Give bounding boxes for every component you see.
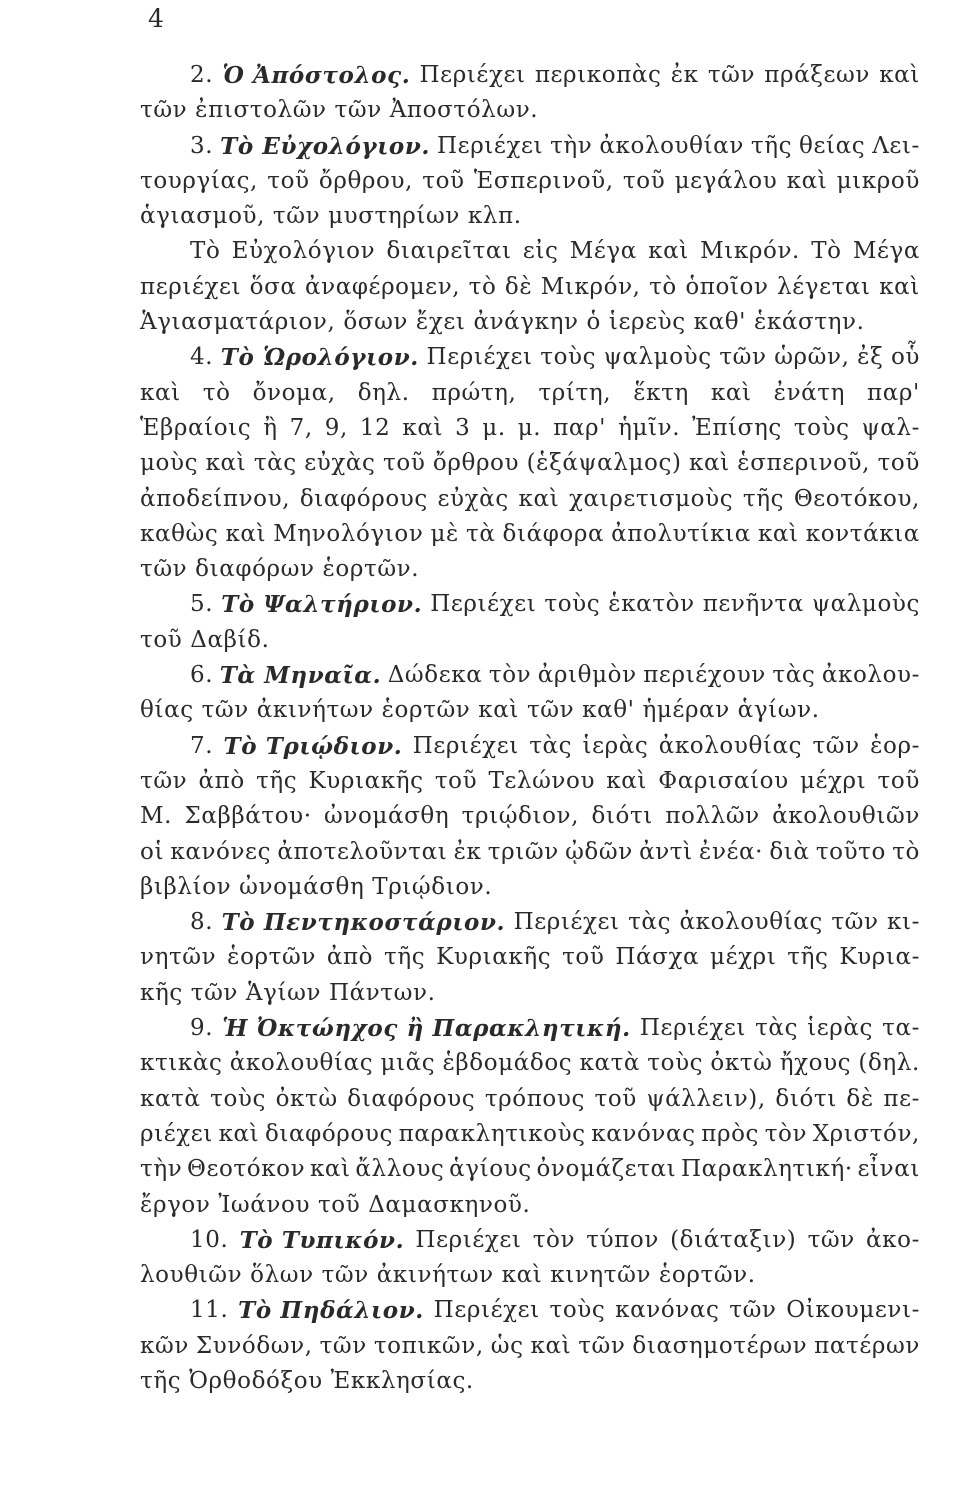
- text-word: τοὺς: [793, 414, 850, 441]
- text-word: ἀπὸ: [198, 767, 245, 794]
- text-line: [140, 940, 920, 975]
- text-line: [140, 164, 920, 199]
- text-word: κανόνας: [591, 1120, 696, 1147]
- text-word: Δώδεκα: [387, 662, 483, 689]
- text-word: τοὺς: [540, 344, 597, 371]
- text-word: κοντάκια: [805, 520, 920, 547]
- text-word: ἕκτη: [633, 379, 689, 406]
- text-word: τῆς: [787, 944, 829, 971]
- text-word: Ἑβραίοις: [140, 414, 252, 441]
- text-line: [140, 305, 920, 340]
- section-title: Τὸ Πεντηκοστάριον.: [221, 909, 506, 937]
- text-word: τρίτη,: [538, 379, 612, 406]
- text-word: νητῶν: [140, 944, 217, 971]
- text-word: μ.: [517, 414, 542, 441]
- text-word: ὀνομάζεται: [536, 1156, 677, 1183]
- text-word: (δηλ.: [858, 1050, 920, 1077]
- text-segment: τῶν ἐπιστολῶν τῶν Ἀποστόλων.: [140, 97, 539, 124]
- text-word: καὶ: [648, 238, 689, 265]
- text-word: πενῆντα: [702, 591, 804, 618]
- text-word: Σαββάτου·: [184, 803, 312, 830]
- text-word: καὶ: [786, 167, 828, 194]
- text-word: διασημοτέρων: [632, 1332, 808, 1359]
- text-segment: Ἁγιασματάριον, ὅσων ἔχει ἀνάγκην ὁ ἱερεὺς καθ' ἑκάστην.: [140, 309, 865, 336]
- text-word: ἐκ: [670, 62, 699, 88]
- text-word: ἀπολυτίκια: [611, 520, 751, 547]
- text-word: κι-: [887, 909, 920, 936]
- text-line: [140, 764, 920, 799]
- text-word: 10.: [190, 1226, 229, 1253]
- text-word: ψαλμοὺς: [811, 591, 920, 618]
- text-word: διότι: [775, 1085, 837, 1112]
- text-word: κῶν: [140, 1332, 189, 1359]
- text-line: [140, 623, 920, 658]
- text-line: [140, 1223, 920, 1258]
- text-word: Περιέχει: [433, 1297, 540, 1324]
- text-line: [140, 234, 920, 269]
- text-word: Περιέχει: [412, 732, 519, 759]
- text-line: [140, 552, 920, 587]
- text-word: ὀκτὼ: [275, 1085, 338, 1112]
- text-word: καὶ: [879, 62, 920, 88]
- text-word: Ἑσπερινοῦ,: [473, 167, 614, 194]
- text-word: τὰς: [253, 450, 297, 477]
- text-word: Τὸ: [811, 238, 842, 265]
- text-word: ὡρῶν,: [774, 344, 850, 371]
- text-word: οὗ: [890, 344, 920, 371]
- text-line: [140, 1011, 920, 1046]
- section-title: Τὰ Μηναῖα.: [219, 662, 382, 690]
- text-word: τὴν: [550, 132, 593, 159]
- text-word: τοῦ: [434, 767, 478, 794]
- text-word: τοῦ: [267, 167, 310, 194]
- text-word: ἀπὸ: [326, 944, 374, 971]
- text-word: Μέγα: [569, 238, 637, 265]
- text-line: [140, 270, 920, 305]
- text-word: ἑσπερινοῦ,: [737, 450, 871, 477]
- text-word: τῶν: [807, 1226, 855, 1253]
- text-word: τοῦ: [594, 1085, 637, 1112]
- text-word: Μικρόν,: [540, 273, 641, 300]
- text-word: Κυριακῆς: [436, 944, 552, 971]
- text-line: [140, 693, 920, 728]
- text-word: καὶ: [689, 450, 730, 477]
- text-word: Τὸ: [190, 238, 221, 265]
- text-word: μοὺς: [140, 450, 199, 477]
- text-word: τοὺς: [647, 1050, 704, 1077]
- text-word: Λει-: [872, 132, 920, 159]
- text-word: μέχρι: [799, 767, 867, 794]
- text-word: μέχρι: [710, 944, 777, 971]
- text-word: 3: [455, 414, 471, 441]
- text-line: [140, 835, 920, 870]
- text-segment: λουθιῶν ὅλων τῶν ἀκινήτων καὶ κινητῶν ἑορτῶν.: [140, 1262, 756, 1289]
- section-title: Ἡ Ὀκτώηχος ἢ Παρακλητική.: [222, 1015, 631, 1043]
- text-line: [140, 905, 920, 940]
- section-title: Τὸ Τριῴδιον.: [223, 732, 403, 760]
- text-word: τοπικῶν,: [373, 1332, 484, 1359]
- text-word: 9.: [190, 1015, 214, 1042]
- text-word: καὶ: [606, 767, 648, 794]
- text-word: 11.: [190, 1297, 229, 1324]
- text-word: ἁγίους: [449, 1156, 532, 1183]
- text-word: ἀκολουθίας: [229, 1050, 374, 1077]
- text-line: [140, 1188, 920, 1223]
- text-word: διάφορα: [502, 520, 605, 547]
- text-word: καὶ: [757, 520, 799, 547]
- text-word: ὄρθρου: [432, 450, 520, 477]
- text-word: ἐξ: [857, 344, 884, 371]
- text-word: μεγάλου: [674, 167, 778, 194]
- text-word: ἱερὰς: [807, 1015, 874, 1042]
- text-word: τοῦ: [422, 167, 465, 194]
- text-word: Χριστόν,: [812, 1120, 920, 1147]
- text-word: Θεοτόκον: [187, 1156, 306, 1183]
- text-word: ψαλμοὺς: [603, 344, 712, 371]
- text-segment: κῆς τῶν Ἁγίων Πάντων.: [140, 979, 436, 1006]
- section-title: Ὁ Ἀπόστολος.: [222, 62, 411, 89]
- text-line: [140, 658, 920, 693]
- text-word: Περιέχει: [430, 591, 537, 618]
- text-word: λέγεται: [777, 273, 871, 300]
- text-word: κατὰ: [140, 1085, 201, 1112]
- text-word: τὸν: [532, 1226, 576, 1253]
- text-line: [140, 1293, 920, 1328]
- page-number: 4: [148, 4, 164, 33]
- text-word: καὶ: [309, 1156, 351, 1183]
- text-word: Περιέχει: [639, 1015, 746, 1042]
- text-word: τριῶν: [487, 838, 559, 865]
- text-word: χαιρετισμοὺς: [568, 485, 734, 512]
- text-word: ἤχους: [779, 1050, 852, 1077]
- text-word: τοῦ: [562, 944, 605, 971]
- text-word: Πάσχα: [615, 944, 700, 971]
- text-word: ἀκολουθιῶν: [772, 803, 920, 830]
- text-word: τῶν: [729, 1297, 777, 1324]
- text-word: ὠνομάσθη: [324, 803, 450, 830]
- text-word: τῶν: [578, 1332, 626, 1359]
- text-word: ἱερὰς: [582, 732, 649, 759]
- text-word: τῆς: [750, 132, 793, 159]
- text-word: 9,: [324, 414, 348, 441]
- text-line: [140, 376, 920, 411]
- text-segment: τῶν διαφόρων ἑορτῶν.: [140, 556, 420, 583]
- text-word: ἡμῖν.: [618, 414, 681, 441]
- text-word: ἑορτῶν: [227, 944, 316, 971]
- text-word: κανόνες: [170, 838, 272, 865]
- text-word: παρ': [867, 379, 920, 406]
- text-word: διαφόρους: [264, 1120, 393, 1147]
- text-word: ὡς: [490, 1332, 524, 1359]
- text-line: [140, 870, 920, 905]
- text-word: καὶ: [710, 379, 752, 406]
- text-word: ἑβδομάδος: [442, 1050, 573, 1077]
- text-word: 7,: [289, 414, 313, 441]
- text-word: ἐνέα·: [699, 838, 764, 865]
- text-line: [140, 1152, 920, 1187]
- section-title: Τὸ Τυπικόν.: [239, 1226, 405, 1254]
- text-word: ἀκολου-: [821, 662, 920, 689]
- text-word: Ἐπίσης: [692, 414, 782, 441]
- section-title: Τὸ Ψαλτήριον.: [221, 591, 423, 619]
- text-word: ἀκο-: [866, 1226, 920, 1253]
- text-word: ἑκατὸν: [608, 591, 695, 618]
- text-word: μ.: [482, 414, 506, 441]
- text-word: πατέρων: [814, 1332, 920, 1359]
- text-word: τῶν: [719, 344, 767, 371]
- text-line: [140, 1329, 920, 1364]
- text-word: Εὐχολόγιον: [231, 238, 376, 265]
- text-word: Περιέχει: [437, 132, 544, 159]
- text-segment: θίας τῶν ἀκινήτων ἑορτῶν καὶ τῶν καθ' ἡμέραν ἁγίων.: [140, 697, 820, 724]
- text-word: Φαρισαίου: [658, 767, 789, 794]
- text-word: Περιέχει: [513, 909, 620, 936]
- text-word: ἐκ: [453, 838, 482, 865]
- text-word: ἄλλους: [355, 1156, 445, 1183]
- section-title: Τὸ Εὐχολόγιον.: [220, 132, 431, 160]
- text-word: τῶν: [831, 909, 879, 936]
- text-word: πράξεων: [764, 62, 870, 88]
- text-word: ὀκτὼ: [710, 1050, 773, 1077]
- text-word: τουργίας,: [140, 167, 258, 194]
- text-word: ψάλλειν),: [646, 1085, 766, 1112]
- text-word: τῶν: [707, 62, 756, 88]
- text-line: [140, 517, 920, 552]
- text-word: δὲ: [846, 1085, 874, 1112]
- text-word: τῆς: [256, 767, 298, 794]
- text-word: τὰς: [772, 662, 816, 689]
- text-line: [140, 411, 920, 446]
- text-word: τριῴδιον,: [461, 803, 580, 830]
- text-word: πρὸς: [701, 1120, 760, 1147]
- text-line: [140, 93, 920, 128]
- text-word: δὲ: [504, 273, 533, 300]
- text-word: καθὼς: [140, 520, 219, 547]
- text-word: 8.: [190, 909, 214, 936]
- text-word: πολλῶν: [665, 803, 760, 830]
- text-word: τὰ: [466, 520, 496, 547]
- text-line: [140, 799, 920, 834]
- text-word: δηλ.: [357, 379, 410, 406]
- text-word: 4.: [190, 344, 214, 371]
- text-word: καὶ: [218, 1120, 260, 1147]
- text-line: [140, 340, 920, 375]
- text-word: τὸν: [488, 662, 532, 689]
- text-word: εἰς: [522, 238, 559, 265]
- text-word: μιᾶς: [380, 1050, 436, 1077]
- text-word: εὐχὰς: [437, 485, 509, 512]
- text-word: ἀριθμὸν: [537, 662, 637, 689]
- text-word: καὶ: [140, 379, 181, 406]
- text-line: [140, 1364, 920, 1399]
- text-word: τῶν: [812, 732, 860, 759]
- text-word: διαφόρους: [299, 485, 428, 512]
- text-word: Παρακλητική·: [680, 1156, 853, 1183]
- text-word: Κυρια-: [839, 944, 920, 971]
- text-word: περικοπὰς: [534, 62, 662, 88]
- text-segment: ἔργον Ἰωάνου τοῦ Δαμασκηνοῦ.: [140, 1191, 531, 1218]
- text-word: τὴν: [140, 1156, 183, 1183]
- text-word: τρόπους: [484, 1085, 585, 1112]
- text-word: κτικὰς: [140, 1050, 223, 1077]
- text-line: [140, 446, 920, 481]
- text-word: (ἑξάψαλμος): [526, 450, 682, 477]
- text-word: τὸν: [764, 1120, 808, 1147]
- text-word: ἑορ-: [870, 732, 920, 759]
- text-word: διὰ: [769, 838, 810, 865]
- text-word: Οἰκουμενι-: [786, 1297, 920, 1324]
- text-word: ὄνομα,: [252, 379, 336, 406]
- text-line: [140, 976, 920, 1011]
- text-word: περιέχει: [140, 273, 242, 300]
- text-word: Περιέχει: [426, 344, 533, 371]
- text-word: ἀναφέρομεν,: [305, 273, 461, 300]
- text-word: πρώτη,: [431, 379, 517, 406]
- text-word: τῶν: [319, 1332, 367, 1359]
- text-word: τῆς: [384, 944, 426, 971]
- text-word: ὅσα: [249, 273, 297, 300]
- text-word: τὰς: [529, 732, 573, 759]
- text-word: κανόνας: [615, 1297, 720, 1324]
- text-word: 5.: [190, 591, 214, 618]
- section-title: Τὸ Πηδάλιον.: [238, 1297, 424, 1325]
- text-word: ἀκολουθίας: [658, 732, 803, 759]
- text-word: Περιέχει: [415, 1226, 522, 1253]
- text-word: Κυριακῆς: [308, 767, 424, 794]
- text-word: τὸ: [892, 838, 920, 865]
- text-word: παρακλητικοὺς: [398, 1120, 586, 1147]
- text-word: διαιρεῖται: [386, 238, 512, 265]
- text-word: τοὺς: [549, 1297, 606, 1324]
- text-line: [140, 58, 920, 93]
- text-word: Μ.: [140, 803, 173, 830]
- text-word: παρ': [553, 414, 607, 441]
- text-word: 12: [359, 414, 391, 441]
- text-word: Μέγα: [852, 238, 920, 265]
- text-word: μὲ: [430, 520, 459, 547]
- text-word: διαφόρους: [347, 1085, 476, 1112]
- text-line: [140, 1082, 920, 1117]
- text-word: περιέχουν: [643, 662, 766, 689]
- text-word: τοῦ: [622, 167, 666, 194]
- text-word: 3.: [190, 132, 214, 159]
- text-line: [140, 129, 920, 164]
- text-line: [140, 587, 920, 622]
- text-word: Περιέχει: [419, 62, 526, 88]
- text-line: [140, 1046, 920, 1081]
- text-word: τὰς: [628, 909, 672, 936]
- text-word: καὶ: [518, 485, 560, 512]
- text-word: τῶν: [140, 767, 188, 794]
- text-word: μικροῦ: [836, 167, 920, 194]
- text-word: τὰς: [755, 1015, 799, 1042]
- text-word: τοῦ: [877, 767, 920, 794]
- text-segment: βιβλίον ὠνομάσθη Τριῴδιον.: [140, 873, 493, 900]
- page-body-text: [140, 58, 920, 1399]
- text-word: τοῦ: [383, 450, 426, 477]
- text-word: Μηνολόγιον: [273, 520, 424, 547]
- text-line: [140, 199, 920, 234]
- text-word: θείας: [799, 132, 866, 159]
- text-line: [140, 1117, 920, 1152]
- text-word: τοῦ: [877, 450, 920, 477]
- text-word: ἀποτελοῦνται: [277, 838, 448, 865]
- text-word: ἀντὶ: [639, 838, 693, 865]
- text-segment: τῆς Ὀρθοδόξου Ἐκκλησίας.: [140, 1367, 474, 1394]
- section-title: Τὸ Ὡρολόγιον.: [220, 344, 419, 372]
- text-word: ἢ: [263, 414, 278, 441]
- text-word: τύπον: [586, 1226, 659, 1253]
- text-word: καὶ: [530, 1332, 572, 1359]
- text-word: τὸ: [202, 379, 231, 406]
- text-word: Τελώνου: [488, 767, 596, 794]
- text-word: 2.: [190, 62, 214, 88]
- text-word: τα-: [882, 1015, 920, 1042]
- text-line: [140, 1258, 920, 1293]
- text-word: ᾠδῶν: [565, 838, 633, 865]
- text-word: εἶναι: [857, 1156, 920, 1183]
- text-word: Συνόδων,: [195, 1332, 313, 1359]
- text-line: [140, 482, 920, 517]
- text-word: κατὰ: [579, 1050, 641, 1077]
- text-word: 6.: [190, 662, 214, 689]
- text-word: ὄρθρου,: [318, 167, 413, 194]
- text-word: Μικρόν.: [700, 238, 800, 265]
- text-word: καὶ: [205, 450, 247, 477]
- text-word: τοὺς: [544, 591, 601, 618]
- text-word: τὸ: [649, 273, 677, 300]
- text-word: τοὺς: [210, 1085, 266, 1112]
- text-word: καὶ: [879, 273, 920, 300]
- text-word: ἐνάτη: [773, 379, 845, 406]
- text-line: [140, 729, 920, 764]
- text-word: ὁποῖον: [685, 273, 769, 300]
- text-word: διότι: [591, 803, 653, 830]
- text-word: καὶ: [402, 414, 444, 441]
- text-segment: τοῦ Δαβίδ.: [140, 626, 270, 653]
- text-word: τοῦτο: [815, 838, 886, 865]
- text-word: πε-: [883, 1085, 920, 1112]
- text-word: ριέχει: [140, 1120, 213, 1147]
- text-word: ἀκολουθίαν: [599, 132, 744, 159]
- text-word: οἱ: [140, 838, 165, 865]
- text-segment: ἁγιασμοῦ, τῶν μυστηρίων κλπ.: [140, 203, 522, 230]
- text-word: Θεοτόκου,: [793, 485, 920, 512]
- text-word: ψαλ-: [861, 414, 920, 441]
- text-word: καὶ: [225, 520, 267, 547]
- text-word: τῆς: [742, 485, 785, 512]
- text-word: ἀκολουθίας: [679, 909, 823, 936]
- text-word: εὐχὰς: [304, 450, 376, 477]
- text-word: τὸ: [468, 273, 497, 300]
- text-word: 7.: [190, 732, 214, 759]
- text-word: (διάταξιν): [670, 1226, 797, 1253]
- text-word: ἀποδείπνου,: [140, 485, 291, 512]
